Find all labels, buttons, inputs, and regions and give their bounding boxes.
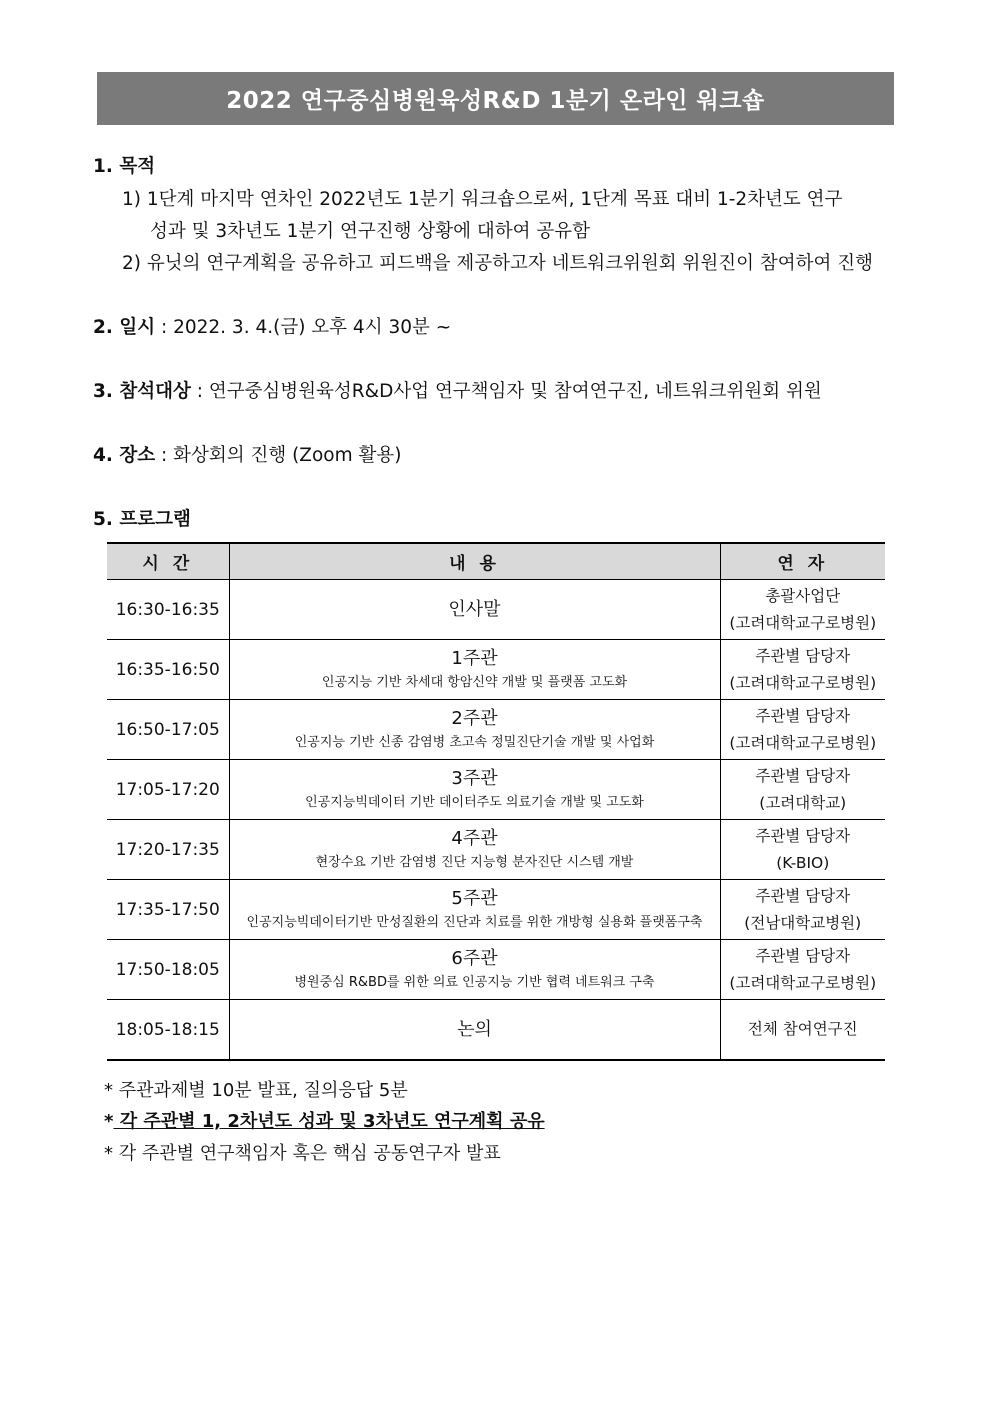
row-speaker	[720, 880, 885, 940]
purpose-item-1-line-1: 1) 1단계 마지막 연차인 2022년도 1분기 워크숍으로써, 1단계 목표 대비 1-2차년도 연구	[122, 189, 843, 210]
speaker-affiliation: (전남대학교병원)	[744, 913, 862, 932]
attendees-value: : 연구중심병원육성R&D사업 연구책임자 및 참여연구진, 네트워크위원회 위원	[190, 381, 822, 402]
row-content	[229, 640, 720, 700]
header-time: 시 간	[107, 543, 229, 580]
purpose-heading: 1. 목적	[93, 156, 156, 177]
row-title: 6주관	[451, 948, 498, 969]
row-content	[229, 700, 720, 760]
row-time: 16:50-17:05	[107, 700, 229, 760]
section-venue	[93, 441, 401, 467]
speaker-affiliation: (고려대학교구로병원)	[729, 673, 877, 692]
table-row	[107, 880, 885, 940]
row-subtitle: 병원중심 R&BD를 위한 의료 인공지능 기반 협력 네트워크 구축	[294, 975, 655, 990]
row-subtitle: 인공지능빅데이터 기반 데이터주도 의료기술 개발 및 고도화	[305, 795, 644, 810]
row-content	[229, 760, 720, 820]
attendees-heading: 3. 참석대상	[93, 381, 191, 402]
row-subtitle: 인공지능빅데이터기반 만성질환의 진단과 치료를 위한 개방형 실용화 플랫폼구축	[246, 915, 703, 930]
note-presentation-time: * 주관과제별 10분 발표, 질의응답 5분	[104, 1080, 408, 1101]
venue-heading: 4. 장소	[93, 445, 156, 466]
speaker-name: 주관별 담당자	[755, 706, 851, 725]
note-sharing-star: *	[104, 1111, 114, 1132]
note-sharing-text: 각 주관별 1, 2차년도 성과 및 3차년도 연구계획 공유	[113, 1111, 545, 1132]
speaker-affiliation: (K-BIO)	[776, 853, 830, 872]
row-speaker	[720, 760, 885, 820]
program-table	[107, 542, 885, 1061]
header-content: 내 용	[229, 543, 720, 580]
row-time: 17:50-18:05	[107, 940, 229, 1000]
row-content	[229, 580, 720, 640]
row-time: 16:35-16:50	[107, 640, 229, 700]
speaker-name: 전체 참여연구진	[747, 1020, 858, 1038]
row-content	[229, 880, 720, 940]
row-speaker	[720, 940, 885, 1000]
table-row	[107, 640, 885, 700]
table-row	[107, 1000, 885, 1061]
row-title: 3주관	[451, 768, 498, 789]
note-presenters: * 각 주관별 연구책임자 혹은 핵심 공동연구자 발표	[104, 1143, 501, 1164]
speaker-affiliation: (고려대학교)	[759, 793, 847, 812]
table-row	[107, 580, 885, 640]
section-purpose-heading	[93, 152, 155, 178]
row-title: 인사말	[448, 599, 501, 620]
row-speaker	[720, 700, 885, 760]
note-sharing	[104, 1107, 545, 1133]
section-datetime	[93, 313, 451, 339]
row-title: 2주관	[451, 708, 498, 729]
row-speaker	[720, 640, 885, 700]
row-subtitle: 현장수요 기반 감염병 진단 지능형 분자진단 시스템 개발	[315, 855, 634, 870]
table-row	[107, 940, 885, 1000]
speaker-name: 총괄사업단	[765, 586, 841, 605]
row-subtitle: 인공지능 기반 차세대 항암신약 개발 및 플랫폼 고도화	[321, 675, 628, 690]
row-content	[229, 820, 720, 880]
row-content	[229, 940, 720, 1000]
table-row	[107, 820, 885, 880]
venue-value: : 화상회의 진행 (Zoom 활용)	[155, 445, 402, 466]
row-time: 18:05-18:15	[107, 1000, 229, 1061]
row-title: 4주관	[451, 828, 498, 849]
speaker-name: 주관별 담당자	[755, 826, 851, 845]
table-row	[107, 700, 885, 760]
datetime-heading: 2. 일시	[93, 317, 156, 338]
header-speaker: 연 자	[720, 543, 885, 580]
row-title: 논의	[457, 1019, 492, 1040]
datetime-value: : 2022. 3. 4.(금) 오후 4시 30분 ~	[155, 317, 452, 338]
row-title: 1주관	[451, 648, 498, 669]
speaker-name: 주관별 담당자	[755, 946, 851, 965]
row-title: 5주관	[451, 888, 498, 909]
speaker-name: 주관별 담당자	[755, 886, 851, 905]
program-heading: 5. 프로그램	[93, 509, 191, 530]
speaker-affiliation: (고려대학교구로병원)	[729, 733, 877, 752]
table-row	[107, 760, 885, 820]
table-header-row	[107, 543, 885, 580]
row-time: 17:35-17:50	[107, 880, 229, 940]
row-speaker	[720, 580, 885, 640]
row-time: 16:30-16:35	[107, 580, 229, 640]
purpose-item-1-line-2: 성과 및 3차년도 1분기 연구진행 상황에 대하여 공유함	[150, 221, 590, 242]
row-subtitle: 인공지능 기반 신종 감염병 초고속 정밀진단기술 개발 및 사업화	[294, 735, 655, 750]
row-content	[229, 1000, 720, 1061]
purpose-item-2: 2) 유닛의 연구계획을 공유하고 피드백을 제공하고자 네트워크위원회 위원진이 참여하여 진행	[122, 253, 874, 274]
row-time: 17:20-17:35	[107, 820, 229, 880]
row-speaker	[720, 1000, 885, 1061]
speaker-affiliation: (고려대학교구로병원)	[729, 973, 877, 992]
speaker-affiliation: (고려대학교구로병원)	[729, 613, 877, 632]
section-program-heading	[93, 505, 191, 531]
speaker-name: 주관별 담당자	[755, 646, 851, 665]
section-attendees	[93, 377, 822, 403]
row-speaker	[720, 820, 885, 880]
row-time: 17:05-17:20	[107, 760, 229, 820]
document-title: 2022 연구중심병원육성R&D 1분기 온라인 워크숍	[97, 72, 894, 125]
speaker-name: 주관별 담당자	[755, 766, 851, 785]
